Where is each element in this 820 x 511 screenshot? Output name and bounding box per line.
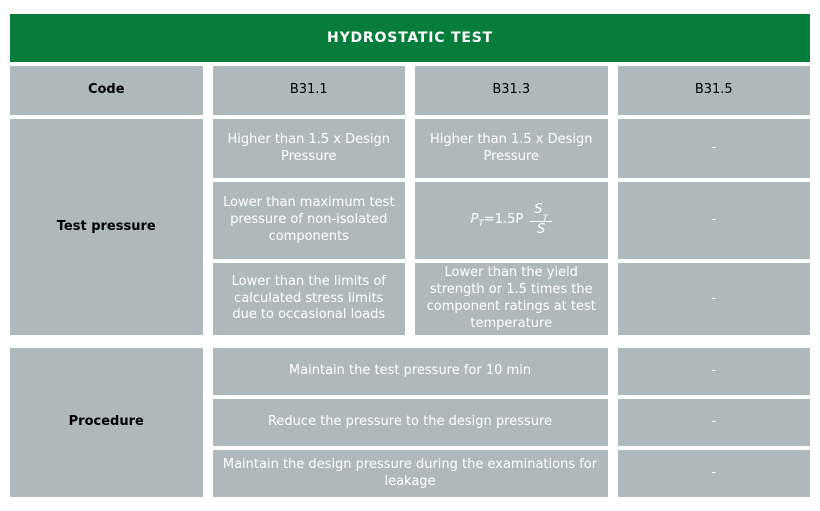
header-cell-b31-3: B31.3 [415, 66, 608, 115]
cell-procedure-b31-5-row1: - [618, 348, 811, 395]
cell-test-pressure-b31-5-row1: - [618, 119, 811, 178]
header-cell-b31-1: B31.1 [213, 66, 406, 115]
row-label-procedure: Procedure [10, 348, 203, 497]
formula-variable: P [470, 212, 479, 228]
numerator-subscript: T [542, 213, 548, 224]
formula-denominator: S [536, 222, 546, 237]
pressure-formula [470, 203, 552, 238]
formula-fraction [530, 203, 552, 238]
formula-numerator [530, 203, 552, 222]
cell-test-pressure-b31-1-row1: Higher than 1.5 x Design Pressure [213, 119, 406, 178]
cell-procedure-b31-5-row2: - [618, 399, 811, 446]
cell-test-pressure-b31-1-row2: Lower than maximum test pressure of non-isolated components [213, 182, 406, 259]
cell-procedure-b31-5-row3: - [618, 450, 811, 497]
header-cell-code: Code [10, 66, 203, 115]
cell-test-pressure-b31-3-row3: Lower than the yield strength or 1.5 times the component ratings at test temperature [415, 263, 608, 335]
table-title: HYDROSTATIC TEST [10, 14, 810, 62]
cell-test-pressure-b31-5-row2: - [618, 182, 811, 259]
header-cell-b31-5: B31.5 [618, 66, 811, 115]
hydrostatic-test-table [10, 14, 810, 497]
cell-procedure-step1: Maintain the test pressure for 10 min [213, 348, 608, 395]
cell-test-pressure-b31-5-row3: - [618, 263, 811, 335]
cell-procedure-step2: Reduce the pressure to the design pressure [213, 399, 608, 446]
formula-equation: =1.5P [483, 212, 524, 228]
row-label-test-pressure: Test pressure [10, 119, 203, 335]
cell-test-pressure-b31-3-row2 [415, 182, 608, 259]
numerator-variable: S [534, 202, 543, 218]
cell-test-pressure-b31-3-row1: Higher than 1.5 x Design Pressure [415, 119, 608, 178]
formula-variable-subscript: T [478, 218, 484, 229]
cell-procedure-step3: Maintain the design pressure during the examinations for leakage [213, 450, 608, 497]
cell-test-pressure-b31-1-row3: Lower than the limits of calculated stress limits due to occasional loads [213, 263, 406, 335]
